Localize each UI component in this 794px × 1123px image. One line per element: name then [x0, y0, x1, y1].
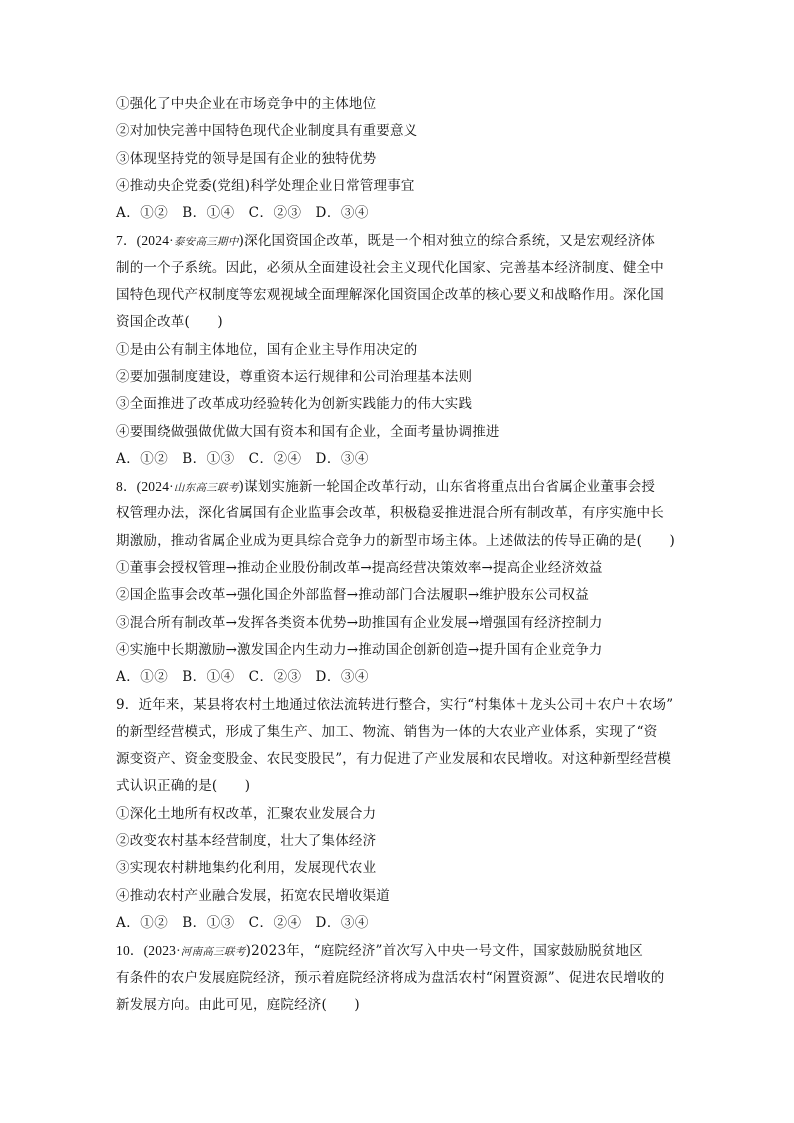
q8-statement-3: ③混合所有制改革→发挥各类资本优势→助推国有企业发展→增强国有经济控制力: [116, 614, 603, 631]
q9-stem-line-2: 的新型经营模式，形成了集生产、加工、物流、销售为一体的大农业产业体系，实现了“资: [116, 723, 658, 740]
q7-options: A．①② B．①③ C．②④ D．③④: [116, 450, 369, 467]
q8-stem-line-3: 期激励，推动省属企业成为更具综合竞争力的新型市场主体。上述做法的传导正确的是( ): [116, 532, 675, 549]
q8-stem-text: )谋划实施新一轮国企改革行动，山东省将重点出台省属企业董事会授: [238, 479, 656, 496]
q7-statement-3: ③全面推进了改革成功经验转化为创新实践能力的伟大实践: [116, 396, 473, 413]
q6-statement-3: ③体现坚持党的领导是国有企业的独特优势: [116, 150, 377, 167]
q8-options: A．①② B．①④ C．②③ D．③④: [116, 669, 369, 686]
q9-statement-4: ④推动农村产业融合发展，拓宽农民增收渠道: [116, 887, 390, 904]
q9-options: A．①② B．①③ C．②④ D．③④: [116, 914, 369, 931]
q8-stem-line-1: [116, 473, 708, 500]
q6-options: A．①② B．①④ C．②③ D．③④: [116, 205, 369, 222]
q8-statement-4: ④实施中长期激励→激发国企内生动力→推动国企创新创造→提升国有企业竞争力: [116, 641, 603, 658]
q7-statement-1: ①是由公有制主体地位，国有企业主导作用决定的: [116, 341, 418, 358]
q10-number: 10．(2023·: [116, 943, 181, 959]
q6-statement-4: ④推动央企党委(党组)科学处理企业日常管理事宜: [116, 177, 415, 194]
q8-source: 山东高三联考: [173, 482, 239, 495]
q8-stem-line-2: 权管理办法，深化省属国有企业监事会改革，积极稳妥推进混合所有制改革，有序实施中长: [116, 505, 664, 522]
q7-stem-line-4: 资国企改革( ): [116, 314, 223, 331]
q9-statement-3: ③实现农村耕地集约化利用，发展现代农业: [116, 860, 377, 877]
q10-source: 河南高三联考: [180, 946, 246, 959]
q10-stem-line-1: [116, 937, 708, 964]
q7-stem-line-2: 制的一个子系统。因此，必须从全面建设社会主义现代化国家、完善基本经济制度、健全中: [116, 259, 664, 276]
q8-statement-2: ②国企监事会改革→强化国企外部监督→推动部门合法履职→维护股东公司权益: [116, 587, 589, 604]
q8-number: 8．(2024·: [116, 479, 174, 495]
q7-stem-text: )深化国资国企改革，既是一个相对独立的综合系统，又是宏观经济体: [238, 233, 656, 250]
q7-statement-2: ②要加强制度建设，尊重资本运行规律和公司治理基本法则: [116, 368, 473, 385]
q7-source: 泰安高三期中: [173, 236, 239, 249]
q9-stem-line-4: 式认识正确的是( ): [116, 778, 251, 795]
q6-statement-1: ①强化了中央企业在市场竞争中的主体地位: [116, 96, 377, 112]
q9-statement-2: ②改变农村基本经营制度，壮大了集体经济: [116, 833, 377, 850]
q7-stem-line-3: 国特色现代产权制度等宏观视域全面理解深化国资国企改革的核心要义和战略作用。深化国: [116, 287, 664, 304]
q7-stem-line-1: [116, 227, 708, 254]
q9-statement-1: ①深化土地所有权改革，汇聚农业发展合力: [116, 805, 377, 822]
q9-stem-line-3: 源变资产、资金变股金、农民变股民”，有力促进了产业发展和农民增收。对这种新型经营模: [116, 751, 672, 768]
q7-number: 7．(2024·: [116, 233, 174, 249]
q6-statement-2: ②对加快完善中国特色现代企业制度具有重要意义: [116, 123, 418, 140]
q8-statement-1: ①董事会授权管理→推动企业股份制改革→提高经营决策效率→提高企业经济效益: [116, 560, 603, 577]
q10-stem-line-3: 新发展方向。由此可见，庭院经济( ): [116, 996, 360, 1013]
q9-stem-line-1: 9．近年来，某县将农村土地通过依法流转进行整合，实行“村集体＋龙头公司＋农户＋农场”: [116, 696, 674, 713]
q7-statement-4: ④要围绕做强做优做大国有资本和国有企业，全面考量协调推进: [116, 423, 500, 440]
q10-stem-line-2: 有条件的农户发展庭院经济，预示着庭院经济将成为盘活农村“闲置资源”、促进农民增收的: [116, 969, 665, 986]
q10-stem-text: )2023年，“庭院经济”首次写入中央一号文件，国家鼓励脱贫地区: [245, 943, 643, 960]
